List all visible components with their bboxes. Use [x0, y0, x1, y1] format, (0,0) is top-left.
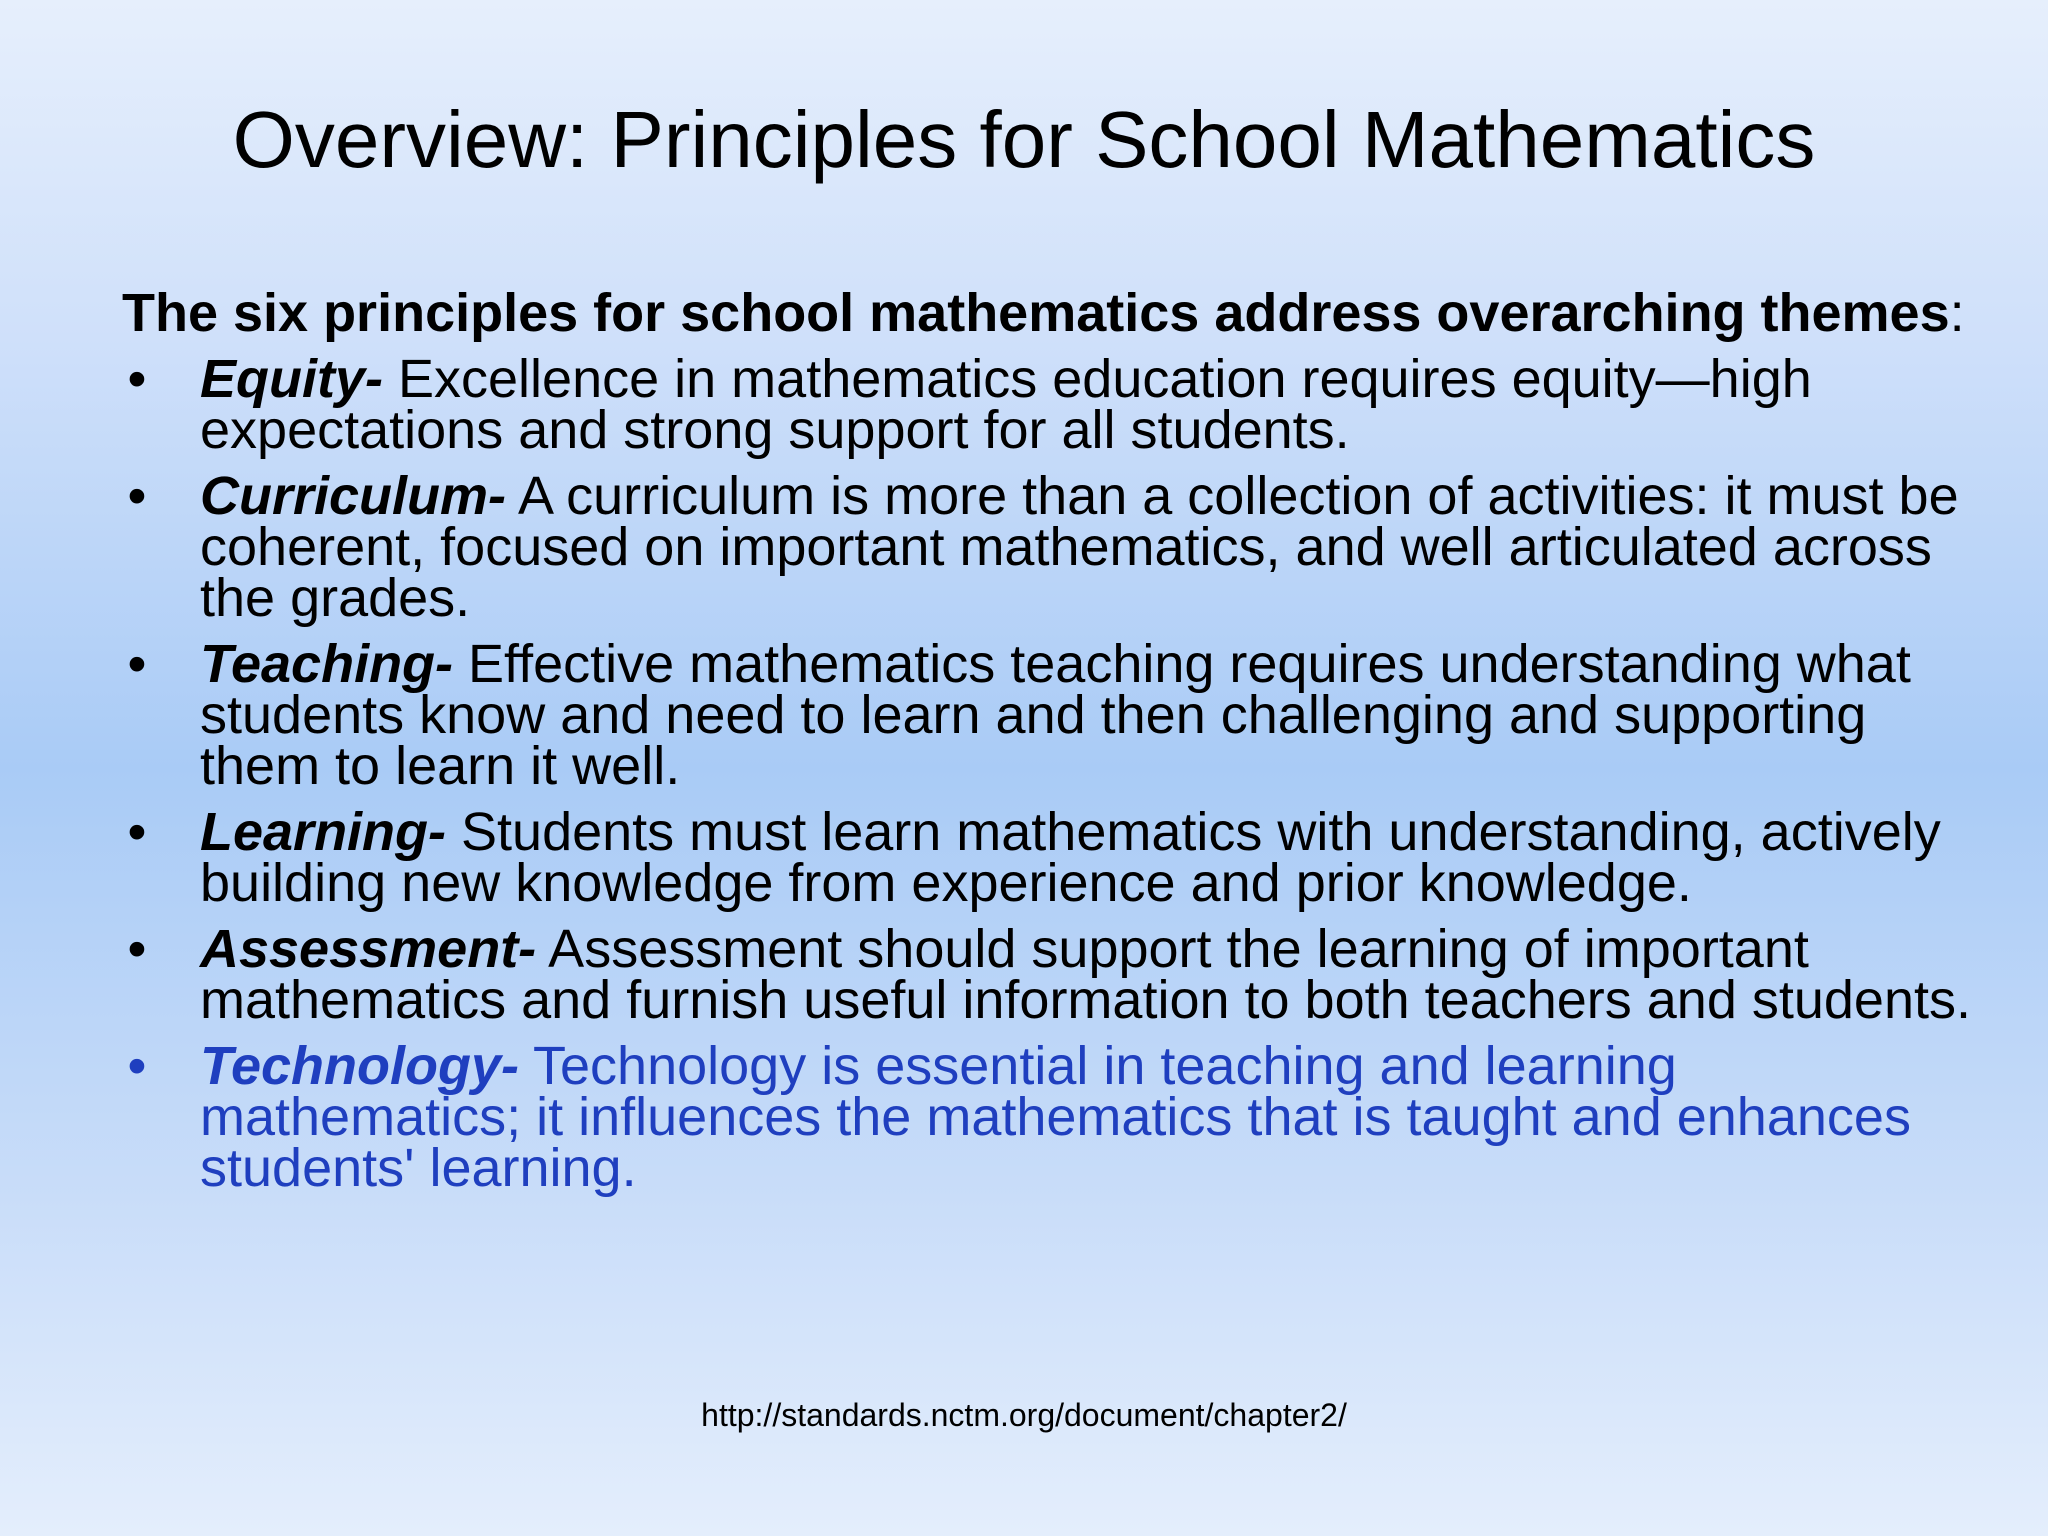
principle-teaching	[122, 634, 1982, 796]
principle-text: Effective mathematics teaching requires understanding what students know and need to learn and then challenging and supporting them to learn it well.	[200, 634, 1911, 796]
intro-text: The six principles for school mathematics address overarching themes	[122, 283, 1950, 343]
bullet-icon: •	[127, 802, 147, 862]
principle-text: Technology is essential in teaching and learning mathematics; it influences the mathematics that is taught and enhances students' learning.	[200, 1036, 1911, 1198]
intro-colon: :	[1949, 283, 1965, 343]
slide-body	[122, 283, 1982, 1209]
source-link[interactable]: http://standards.nctm.org/document/chapter2/	[701, 1397, 1347, 1433]
principle-text: A curriculum is more than a collection of activities: it must be coherent, focused on important mathematics, and well articulated across the grades.	[200, 466, 1959, 628]
principle-term: Teaching-	[200, 634, 454, 694]
bullet-icon: •	[127, 349, 147, 409]
principle-technology	[122, 1036, 1982, 1198]
principle-term: Learning-	[200, 802, 447, 862]
principle-text: Excellence in mathematics education requires equity—high expectations and strong support for all students.	[200, 349, 1812, 460]
bullet-icon: •	[127, 919, 147, 979]
bullet-icon: •	[127, 1036, 147, 1096]
principle-equity	[122, 349, 1982, 460]
slide-title: Overview: Principles for School Mathematics	[232, 95, 1816, 184]
principle-assessment	[122, 919, 1982, 1030]
principle-text: Assessment should support the learning of important mathematics and furnish useful information to both teachers and students.	[200, 919, 1972, 1030]
intro-paragraph	[122, 283, 1982, 343]
principle-learning	[122, 802, 1982, 913]
bullet-icon: •	[127, 634, 147, 694]
bullet-icon: •	[127, 466, 147, 526]
principles-list	[122, 349, 1982, 1198]
principle-text: Students must learn mathematics with understanding, actively building new knowledge from experience and prior knowledge.	[200, 802, 1941, 913]
principle-term: Curriculum-	[200, 466, 507, 526]
principle-term: Equity-	[200, 349, 383, 409]
principle-curriculum	[122, 466, 1982, 628]
principle-term: Technology-	[200, 1036, 519, 1096]
principle-term: Assessment-	[200, 919, 537, 979]
